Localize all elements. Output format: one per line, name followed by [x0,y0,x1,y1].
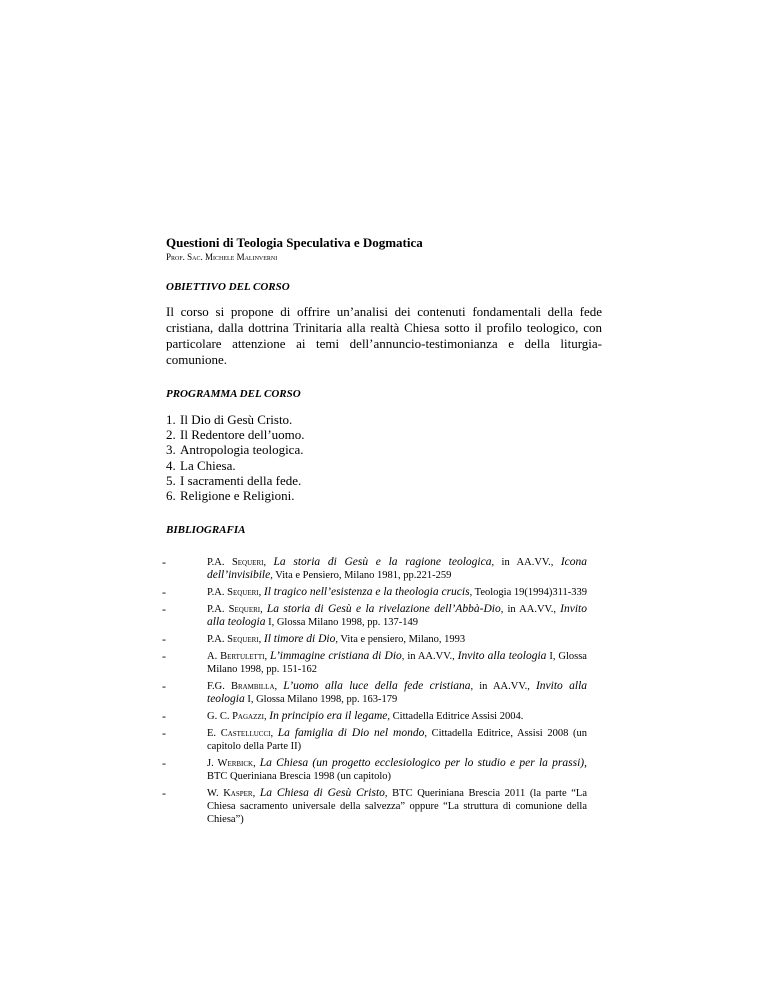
bibliography-entry [162,603,602,629]
entry-author: E. Castellucci [207,728,271,740]
bullet-dash: - [162,602,166,617]
entry-details: , Teologia 19(1994)311-339 [469,587,587,599]
objective-heading: OBIETTIVO DEL CORSO [166,281,290,293]
entry-author: W. Kasper [207,788,253,800]
program-item [166,473,602,488]
bullet-dash: - [162,709,166,724]
entry-title: La storia di Gesù e la rivelazione dell’Abbà-Dio [266,603,501,616]
entry-details: BTC Queriniana Brescia 1998 (un capitolo) [207,771,391,783]
bibliography-entry [162,710,602,723]
program-item-text: Il Dio di Gesù Cristo. [180,412,293,427]
entry-separator: , [264,651,270,663]
entry-title: Il tragico nell’esistenza e la theologia crucis [263,586,470,599]
program-item-number: 5. [166,472,176,488]
entry-author: A. Bertuletti [207,651,265,663]
entry-title: L’immagine cristiana di Dio [270,650,402,663]
program-item-text: Religione e Religioni. [180,488,295,504]
program-item-number: 6. [166,488,176,504]
bibliography-entry [162,650,602,676]
bullet-dash: - [162,555,166,570]
entry-separator: , [253,758,260,770]
entry-details: , Cittadella Editrice Assisi 2004. [387,711,524,723]
program-heading: PROGRAMMA DEL CORSO [166,388,301,400]
entry-title: In principio era il legame [269,710,388,723]
entry-author: P.A. Sequeri [207,557,264,569]
program-item [166,412,602,427]
entry-author: P.A. Sequeri [207,634,259,646]
bibliography-entry [162,757,602,783]
entry-separator: , [252,788,260,800]
entry-details: , Cittadella Editrice, Assisi 2008 (un capitolo della Parte II) [207,728,587,753]
entry-author: J. Werbick [207,758,254,770]
entry-author: G. C. Pagazzi [207,711,264,723]
program-item [166,442,602,457]
bullet-dash: - [162,786,166,801]
entry-title: Il timore di Dio [263,633,336,646]
bibliography-heading: BIBLIOGRAFIA [166,524,246,537]
entry-title: La storia di Gesù e la ragione teologica [273,556,492,569]
entry-separator: , [274,681,284,693]
entry-author: P.A. Sequeri [207,587,259,599]
entry-details: , Vita e pensiero, Milano, 1993 [335,634,466,646]
entry-volume-title: Invito alla teologia [457,650,547,663]
professor-name: Prof. Sac. Michele Malinverni [166,252,278,262]
objective-text: Il corso si propone di offrire un’analisi dei contenuti fondamentali della fede cristiana, dalla dottrina Trinitaria alla realtà Chiesa sotto il profilo teologico, con particolare attenzione ai temi dell’annuncio-testimonianza e della liturgia-comunione. [166,304,602,367]
program-item-text: La Chiesa. [180,457,236,473]
entry-details: , BTC Queriniana Brescia 2011 (la parte “La Chiesa sacramento universale della salvezza” oppure “La struttura di comunione della Chiesa”) [207,788,587,826]
entry-details: , in AA.VV., [491,557,561,569]
entry-separator: , [270,728,278,740]
course-sheet [162,235,602,830]
bullet-dash: - [162,649,166,664]
bullet-dash: - [162,726,166,741]
entry-separator: , [258,587,264,599]
program-item [166,488,602,503]
program-item [166,427,602,442]
bibliography-entry [162,586,602,599]
entry-separator: , [263,711,270,723]
entry-volume-title: Icona dell’invisibile [207,556,588,582]
bullet-dash: - [162,756,166,771]
entry-separator: , [263,557,274,569]
bullet-dash: - [162,679,166,694]
entry-volume-title: Invito alla teologia [207,680,588,706]
bibliography-entry [162,633,602,646]
bibliography-list [162,556,602,826]
program-item-number: 1. [166,412,176,427]
entry-details: , in AA.VV., [401,651,458,663]
program-item-number: 2. [166,427,176,443]
program-item-number: 3. [166,442,176,458]
entry-title: La Chiesa di Gesù Cristo [259,787,385,800]
program-item [166,458,602,473]
course-title: Questioni di Teologia Speculativa e Dogmatica [166,235,423,250]
entry-separator: , [258,634,264,646]
entry-publisher: I, Glossa Milano 1998, pp. 137-149 [265,617,419,629]
entry-separator: , [260,604,267,616]
entry-details: , in AA.VV., [500,604,561,616]
program-item-number: 4. [166,457,176,473]
bibliography-entry [162,680,602,706]
program-list [166,412,602,503]
bibliography-entry [162,727,602,753]
entry-author: P.A. Sequeri [207,604,261,616]
bibliography-entry [162,787,602,826]
program-item-text: Il Redentore dell’uomo. [180,427,305,443]
entry-publisher: , Vita e Pensiero, Milano 1981, pp.221-259 [270,570,452,582]
bullet-dash: - [162,632,166,647]
bullet-dash: - [162,585,166,600]
entry-publisher: I, Glossa Milano 1998, pp. 151-162 [207,651,587,676]
entry-details: , in AA.VV., [470,681,536,693]
program-item-text: I sacramenti della fede. [180,472,302,488]
entry-title: La famiglia di Dio nel mondo [277,727,425,740]
entry-title: La Chiesa (un progetto ecclesiologico per lo studio e per la prassi), [259,757,587,770]
entry-volume-title: Invito alla teologia [207,603,587,629]
program-item-text: Antropologia teologica. [180,442,304,458]
entry-author: F.G. Brambilla [207,681,275,693]
entry-title: L’uomo alla luce della fede cristiana [283,680,471,693]
entry-publisher: I, Glossa Milano 1998, pp. 163-179 [244,694,398,706]
bibliography-entry [162,556,602,582]
